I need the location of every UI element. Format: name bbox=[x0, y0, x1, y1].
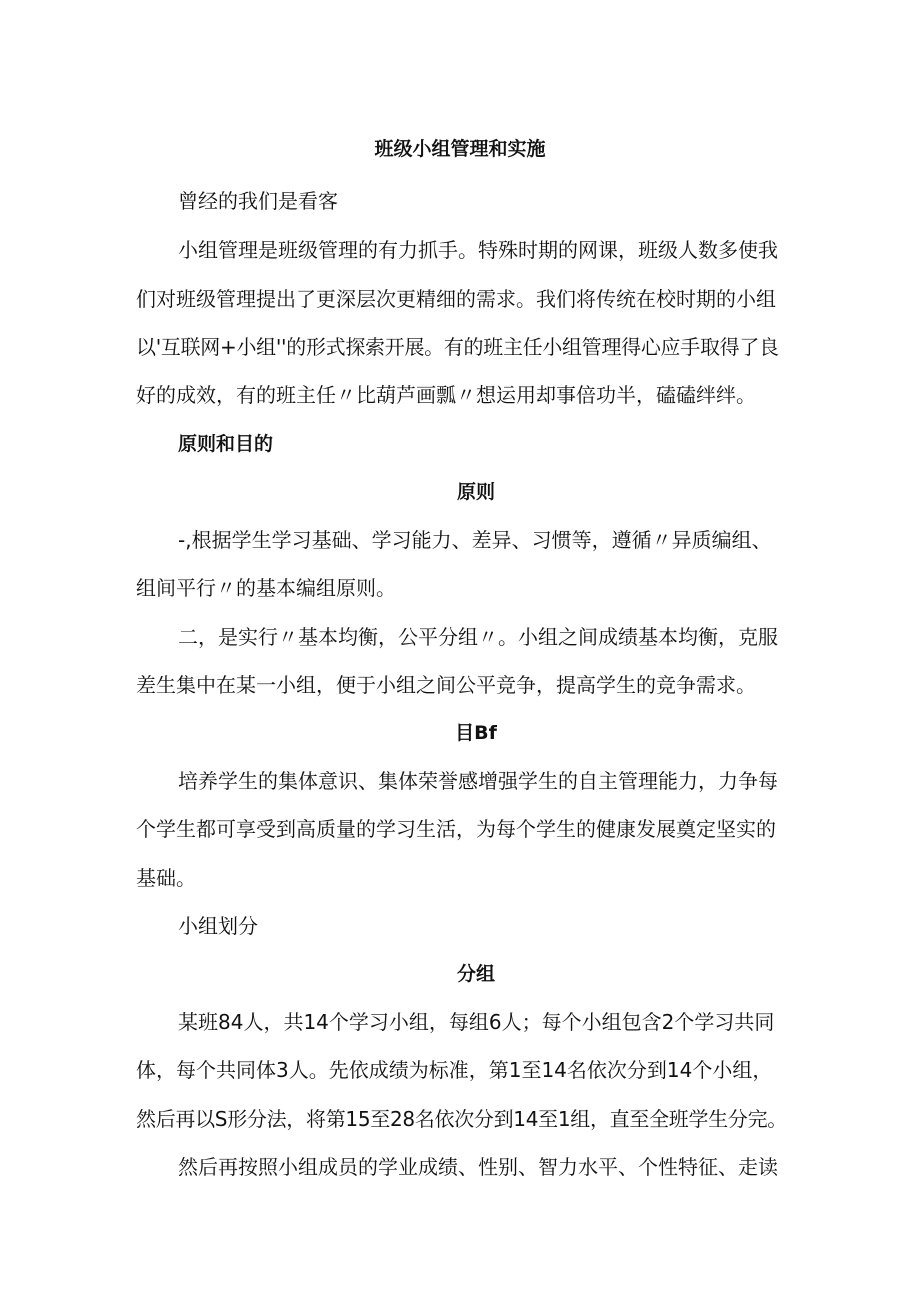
paragraph-line-intro-heading: 曾经的我们是看客 bbox=[178, 189, 338, 213]
section-heading-principles-and-goals: 原则和目的 bbox=[178, 433, 274, 455]
paragraph-line: 体，每个共同体3人。先依成绩为标准，第1至14名依次分到14个小组， bbox=[136, 1058, 773, 1082]
paragraph-line: 以'互联网+小组''的形式探索开展。有的班主任小组管理得心应手取得了良 bbox=[136, 335, 779, 359]
paragraph-line: 小组管理是班级管理的有力抓手。特殊时期的网课，班级人数多使我 bbox=[178, 238, 778, 262]
paragraph-line: 然后再按照小组成员的学业成绩、性别、智力水平、个性特征、走读 bbox=[178, 1155, 778, 1179]
document-title: 班级小组管理和实施 bbox=[374, 138, 546, 160]
subheading-goals: 目Bf bbox=[455, 722, 497, 744]
subheading-grouping: 分组 bbox=[456, 963, 495, 985]
paragraph-line: 基础。 bbox=[136, 866, 196, 890]
paragraph-line: -,根据学生学习基础、学习能力、差异、习惯等，遵循〃异质编组、 bbox=[178, 528, 772, 552]
subheading-principles: 原则 bbox=[456, 481, 495, 503]
section-heading-group-division: 小组划分 bbox=[178, 914, 258, 938]
paragraph-line: 培养学生的集体意识、集体荣誉感增强学生的自主管理能力，力争每 bbox=[178, 769, 778, 793]
paragraph-line: 二，是实行〃基本均衡，公平分组〃。小组之间成绩基本均衡，克服 bbox=[178, 625, 778, 649]
paragraph-line: 好的成效，有的班主任〃比葫芦画瓢〃想运用却事倍功半，磕磕绊绊。 bbox=[136, 383, 756, 407]
paragraph-line: 们对班级管理提出了更深层次更精细的需求。我们将传统在校时期的小组 bbox=[136, 287, 776, 311]
paragraph-line: 差生集中在某一小组，便于小组之间公平竞争，提高学生的竞争需求。 bbox=[136, 673, 756, 697]
paragraph-line: 然后再以S形分法，将第15至28名依次分到14至1组，直至全班学生分完。 bbox=[136, 1107, 787, 1131]
paragraph-line: 组间平行〃的基本编组原则。 bbox=[136, 576, 396, 600]
paragraph-line: 某班84人，共14个学习小组，每组6人；每个小组包含2个学习共同 bbox=[178, 1010, 775, 1034]
paragraph-line: 个学生都可享受到高质量的学习生活，为每个学生的健康发展奠定坚实的 bbox=[136, 817, 776, 841]
